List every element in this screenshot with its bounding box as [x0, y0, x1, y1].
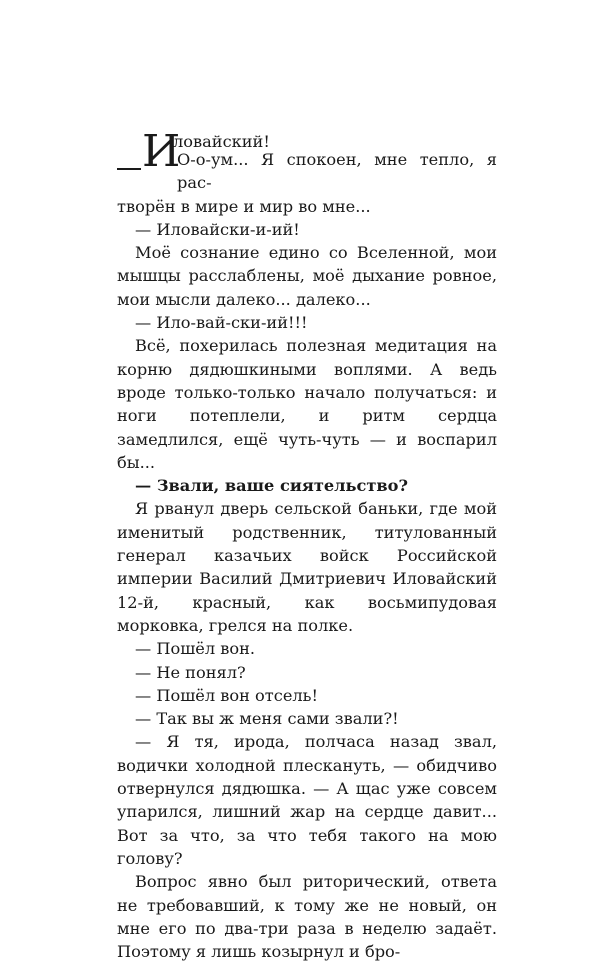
drop-cap: [117, 126, 181, 177]
paragraph-10: — Так вы ж меня сами звали?!: [135, 709, 399, 729]
dropcap-letter: И: [142, 126, 181, 177]
paragraph-9: — Пошёл вон отсель!: [135, 685, 318, 705]
paragraph-5: — Звали, ваше сиятельство?: [135, 476, 408, 496]
paragraph-11: — Я тя, ирода, полчаса назад звал, водички холодной плескануть, — обидчиво отвернулся дядюшка. — А щас уже совсем упарился, лишний жар на сердце давит... Вот за что, за что тебя такого на мою голову?: [117, 732, 497, 868]
first-paragraph: [117, 128, 497, 195]
dropcap-dash: [117, 168, 141, 170]
paragraph-4: Всё, похерилась полезная медитация на корню дядюшкиными воплями. А ведь вроде только-только начало получаться: и ноги потеплели, и ритм сердца замедлился, ещё чуть-чуть — и воспарил бы...: [117, 336, 497, 472]
paragraph-8: — Не понял?: [135, 662, 246, 682]
paragraph-7: — Пошёл вон.: [135, 639, 256, 659]
paragraph-12: Вопрос явно был риторический, ответа не требовавший, к тому же не новый, он мне его по два-три раза в неделю задаёт. Поэтому я лишь козырнул и бро-: [117, 872, 497, 962]
paragraph-2: Моё сознание едино со Вселенной, мои мышцы расслаблены, моё дыхание ровное, мои мысли далеко... далеко...: [117, 243, 497, 309]
first-para-line-3: творён в мире и мир во мне...: [117, 196, 371, 216]
first-line-text: ловайский!: [173, 132, 270, 151]
first-para-line-2: О-о-ум... Я спокоен, мне тепло, я рас-: [177, 150, 497, 193]
paragraph-6: Я рванул дверь сельской баньки, где мой именитый родственник, титулованный генерал казачьих войск Российской империи Василий Дмитриевич Иловайский 12-й, красный, как восьмипудовая морковка, грелся на полке.: [117, 499, 497, 635]
text-block: [117, 128, 497, 963]
paragraph-1: — Иловайски-и-ий!: [135, 219, 300, 239]
paragraph-3: — Ило-вай-ски-ий!!!: [135, 313, 308, 333]
